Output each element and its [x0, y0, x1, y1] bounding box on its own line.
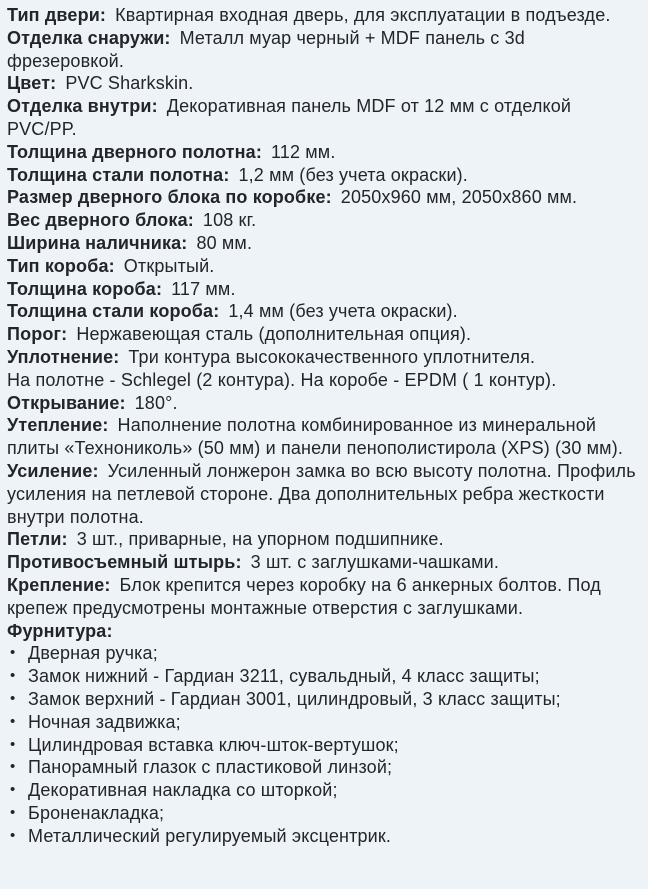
spec-label: Ширина наличника: [7, 232, 188, 253]
spec-value: 80 мм. [196, 232, 253, 253]
spec-value: 112 мм. [270, 141, 336, 162]
list-item-text: Замок верхний - Гардиан 3001, цилиндровый, 3 класс защиты; [28, 688, 561, 709]
spec-label: Толщина стали короба: [7, 301, 220, 322]
spec-label: Толщина стали полотна: [7, 164, 230, 185]
list-item [7, 756, 638, 779]
spec-row [7, 4, 638, 27]
spec-row [7, 141, 638, 164]
spec-label: Толщина дверного полотна: [7, 141, 262, 162]
spec-label: Усиление: [7, 460, 99, 481]
spec-value: 2050х960 мм, 2050х860 мм. [340, 187, 578, 208]
list-item [7, 688, 638, 711]
spec-label: Отделка снаружи: [7, 27, 171, 48]
list-item-text: Замок нижний - Гардиан 3211, сувальдный, 4 класс защиты; [28, 666, 540, 687]
list-item [7, 825, 638, 848]
spec-row [7, 232, 638, 255]
list-item-text: Ночная задвижка; [28, 711, 181, 732]
bullet-icon: • [10, 758, 16, 776]
list-item [7, 802, 638, 825]
spec-label: Вес дверного блока: [7, 210, 194, 231]
spec-row [7, 72, 638, 95]
spec-row [7, 414, 638, 460]
list-item [7, 642, 638, 665]
spec-label: Утепление: [7, 415, 109, 436]
spec-row [7, 551, 638, 574]
bullet-icon: • [10, 667, 16, 685]
spec-row [7, 278, 638, 301]
bullet-icon: • [10, 735, 16, 753]
spec-label: Размер дверного блока по коробке: [7, 187, 332, 208]
spec-value: PVC Sharkskin. [65, 73, 194, 94]
spec-label: Противосъемный штырь: [7, 552, 242, 573]
spec-row [7, 392, 638, 415]
spec-value: 1,4 мм (без учета окраски). [228, 301, 458, 322]
spec-row [7, 164, 638, 187]
spec-row [7, 574, 638, 620]
spec-row [7, 323, 638, 346]
spec-value: Усиленный лонжерон замка во всю высоту полотна. Профиль усиления на петлевой стороне. Два дополнительных ребра жесткости внутри полотна. [7, 460, 636, 527]
bullet-icon: • [10, 689, 16, 707]
list-item-text: Цилиндровая вставка ключ-шток-вертушок; [28, 734, 399, 755]
list-item [7, 711, 638, 734]
spec-label: Отделка внутри: [7, 96, 158, 117]
spec-row [7, 620, 638, 643]
spec-value: Декоративная панель MDF от 12 мм с отделкой PVC/PP. [7, 96, 572, 139]
spec-label: Тип короба: [7, 255, 115, 276]
spec-label: Фурнитура: [7, 620, 113, 641]
hardware-list [7, 642, 638, 847]
spec-value: Блок крепится через коробку на 6 анкерных болтов. Под крепеж предусмотрены монтажные отверстия с заглушками. [7, 574, 601, 618]
spec-value: 180°. [134, 392, 178, 413]
spec-row [7, 95, 638, 141]
spec-value: 3 шт. с заглушками-чашками. [250, 552, 500, 573]
spec-list [7, 4, 638, 642]
spec-label: Уплотнение: [7, 346, 120, 367]
list-item-text: Панорамный глазок с пластиковой линзой; [28, 757, 393, 778]
spec-row [7, 528, 638, 551]
spec-row [7, 209, 638, 232]
spec-row [7, 300, 638, 323]
spec-row [7, 346, 638, 392]
spec-row [7, 27, 638, 73]
spec-label: Тип двери: [7, 5, 107, 25]
spec-row [7, 460, 638, 528]
spec-label: Порог: [7, 324, 68, 345]
spec-value: 1,2 мм (без учета окраски). [238, 164, 468, 185]
spec-value: Нержавеющая сталь (дополнительная опция). [76, 324, 472, 345]
spec-value: Открытый. [123, 255, 215, 276]
spec-label: Цвет: [7, 73, 57, 94]
list-item-text: Дверная ручка; [28, 643, 158, 664]
spec-row [7, 186, 638, 209]
spec-value-continuation: На полотне - Schlegel (2 контура). На коробе - EPDM ( 1 контур). [7, 369, 557, 390]
spec-label: Открывание: [7, 392, 126, 413]
bullet-icon: • [10, 826, 16, 844]
spec-label: Толщина короба: [7, 278, 163, 299]
list-item [7, 779, 638, 802]
spec-value: Металл муар черный + MDF панель с 3d фрезеровкой. [7, 27, 525, 71]
spec-label: Крепление: [7, 574, 111, 595]
spec-value: Наполнение полотна комбинированное из минеральной плиты «Технониколь» (50 мм) и панели пенополистирола (XPS) (30 мм). [7, 415, 624, 459]
spec-value: 108 кг. [202, 210, 257, 231]
spec-label: Петли: [7, 529, 68, 550]
spec-value: Квартирная входная дверь, для эксплуатации в подъезде. [115, 5, 611, 25]
bullet-icon: • [10, 644, 16, 662]
list-item-text: Броненакладка; [28, 802, 165, 823]
spec-value: 117 мм. [171, 278, 236, 299]
spec-value: 3 шт., приварные, на упорном подшипнике. [76, 529, 444, 550]
spec-row [7, 255, 638, 278]
list-item-text: Декоративная накладка со шторкой; [28, 780, 338, 801]
bullet-icon: • [10, 803, 16, 821]
list-item [7, 665, 638, 688]
list-item-text: Металлический регулируемый эксцентрик. [28, 825, 392, 846]
bullet-icon: • [10, 712, 16, 730]
bullet-icon: • [10, 781, 16, 799]
spec-value: Три контура высококачественного уплотнителя. [128, 346, 536, 367]
list-item [7, 734, 638, 757]
